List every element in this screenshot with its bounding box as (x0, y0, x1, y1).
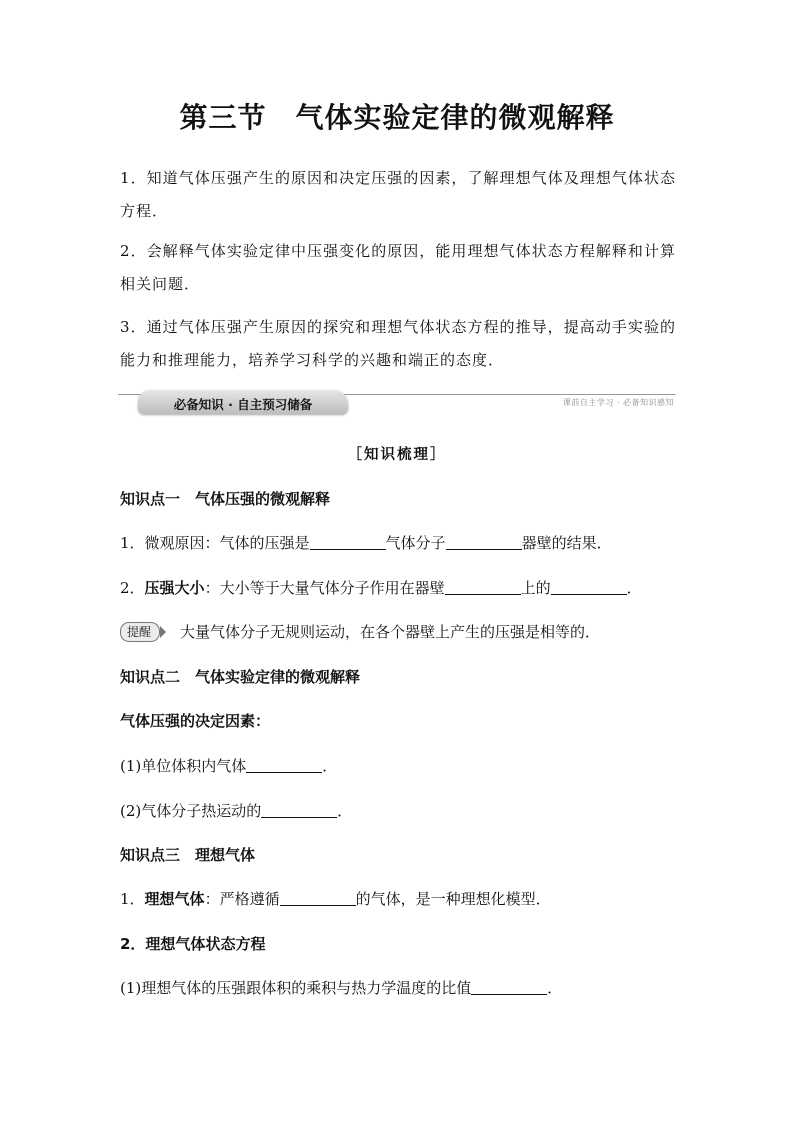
banner-subtitle: 课前自主学习 · 必备知识感知 (562, 398, 674, 407)
kp2-item2 (120, 800, 352, 821)
kp1-item2 (120, 577, 642, 598)
kp1-item1 (120, 532, 612, 553)
kp1-item2-label: 压强大小 (144, 579, 205, 597)
kp3-item1-num: 1． (120, 890, 145, 908)
kp2-item1 (120, 755, 337, 776)
kp3-item1-label: 理想气体 (144, 890, 205, 908)
kp1-tip (120, 621, 600, 642)
kp1-item1-text-a: 1．微观原因：气体的压强是 (120, 534, 310, 552)
kp1-item2-text-c: ． (626, 579, 642, 597)
fill-blank[interactable] (446, 535, 522, 550)
knowledge-summary-heading: ［知识梳理］ (347, 447, 447, 463)
banner-tab (138, 390, 348, 414)
kp2-item2-text-a: (2)气体分子热运动的 (120, 802, 262, 820)
kp3-heading: 知识点三 理想气体 (120, 846, 256, 864)
fill-blank[interactable] (310, 535, 386, 550)
kp1-item1-text-b: 气体分子 (385, 534, 446, 552)
kp2-item2-text-b: ． (337, 802, 353, 820)
kp3-item1-text-a: ：严格遵循 (204, 890, 280, 908)
learning-goal-3: 3．通过气体压强产生原因的探究和理想气体状态方程的推导，提高动手实验的能力和推理能力，培养学习科学的兴趣和端正的态度． (120, 318, 676, 369)
kp1-item2-text-b: 上的 (520, 579, 551, 597)
kp2-subheading: 气体压强的决定因素： (120, 712, 271, 730)
kp2-item1-text-a: (1)单位体积内气体 (120, 757, 247, 775)
kp3-item3-text-b: ． (547, 979, 563, 997)
kp2-item1-text-b: ． (322, 757, 338, 775)
kp3-item2: 2．理想气体状态方程 (120, 935, 266, 953)
kp1-item2-num: 2． (120, 579, 145, 597)
kp3-item3-text-a: (1)理想气体的压强跟体积的乘积与热力学温度的比值 (120, 979, 472, 997)
kp1-tip-text: 大量气体分子无规则运动，在各个器壁上产生的压强是相等的． (180, 623, 601, 641)
banner-label: 必备知识 · 自主预习储备 (173, 397, 313, 412)
kp3-item3 (120, 977, 562, 998)
fill-blank[interactable] (280, 891, 356, 906)
kp3-item1-text-b: 的气体，是一种理想化模型． (355, 890, 551, 908)
kp2-heading: 知识点二 气体实验定律的微观解释 (120, 668, 361, 686)
kp1-item1-text-c: 器壁的结果． (521, 534, 612, 552)
section-banner (118, 388, 676, 416)
learning-goal-1: 1．知道气体压强产生的原因和决定压强的因素，了解理想气体及理想气体状态方程． (120, 169, 676, 220)
fill-blank[interactable] (445, 580, 521, 595)
fill-blank[interactable] (471, 980, 547, 995)
fill-blank[interactable] (551, 580, 627, 595)
tip-badge: 提醒 (120, 622, 160, 642)
kp1-item2-text-a: ：大小等于大量气体分子作用在器壁 (204, 579, 445, 597)
kp3-item1 (120, 888, 551, 909)
fill-blank[interactable] (246, 758, 322, 773)
fill-blank[interactable] (261, 803, 337, 818)
page-title: 第三节 气体实验定律的微观解释 (179, 101, 615, 134)
learning-goal-2: 2．会解释气体实验定律中压强变化的原因，能用理想气体状态方程解释和计算相关问题． (120, 242, 676, 293)
kp1-heading: 知识点一 气体压强的微观解释 (120, 490, 331, 508)
